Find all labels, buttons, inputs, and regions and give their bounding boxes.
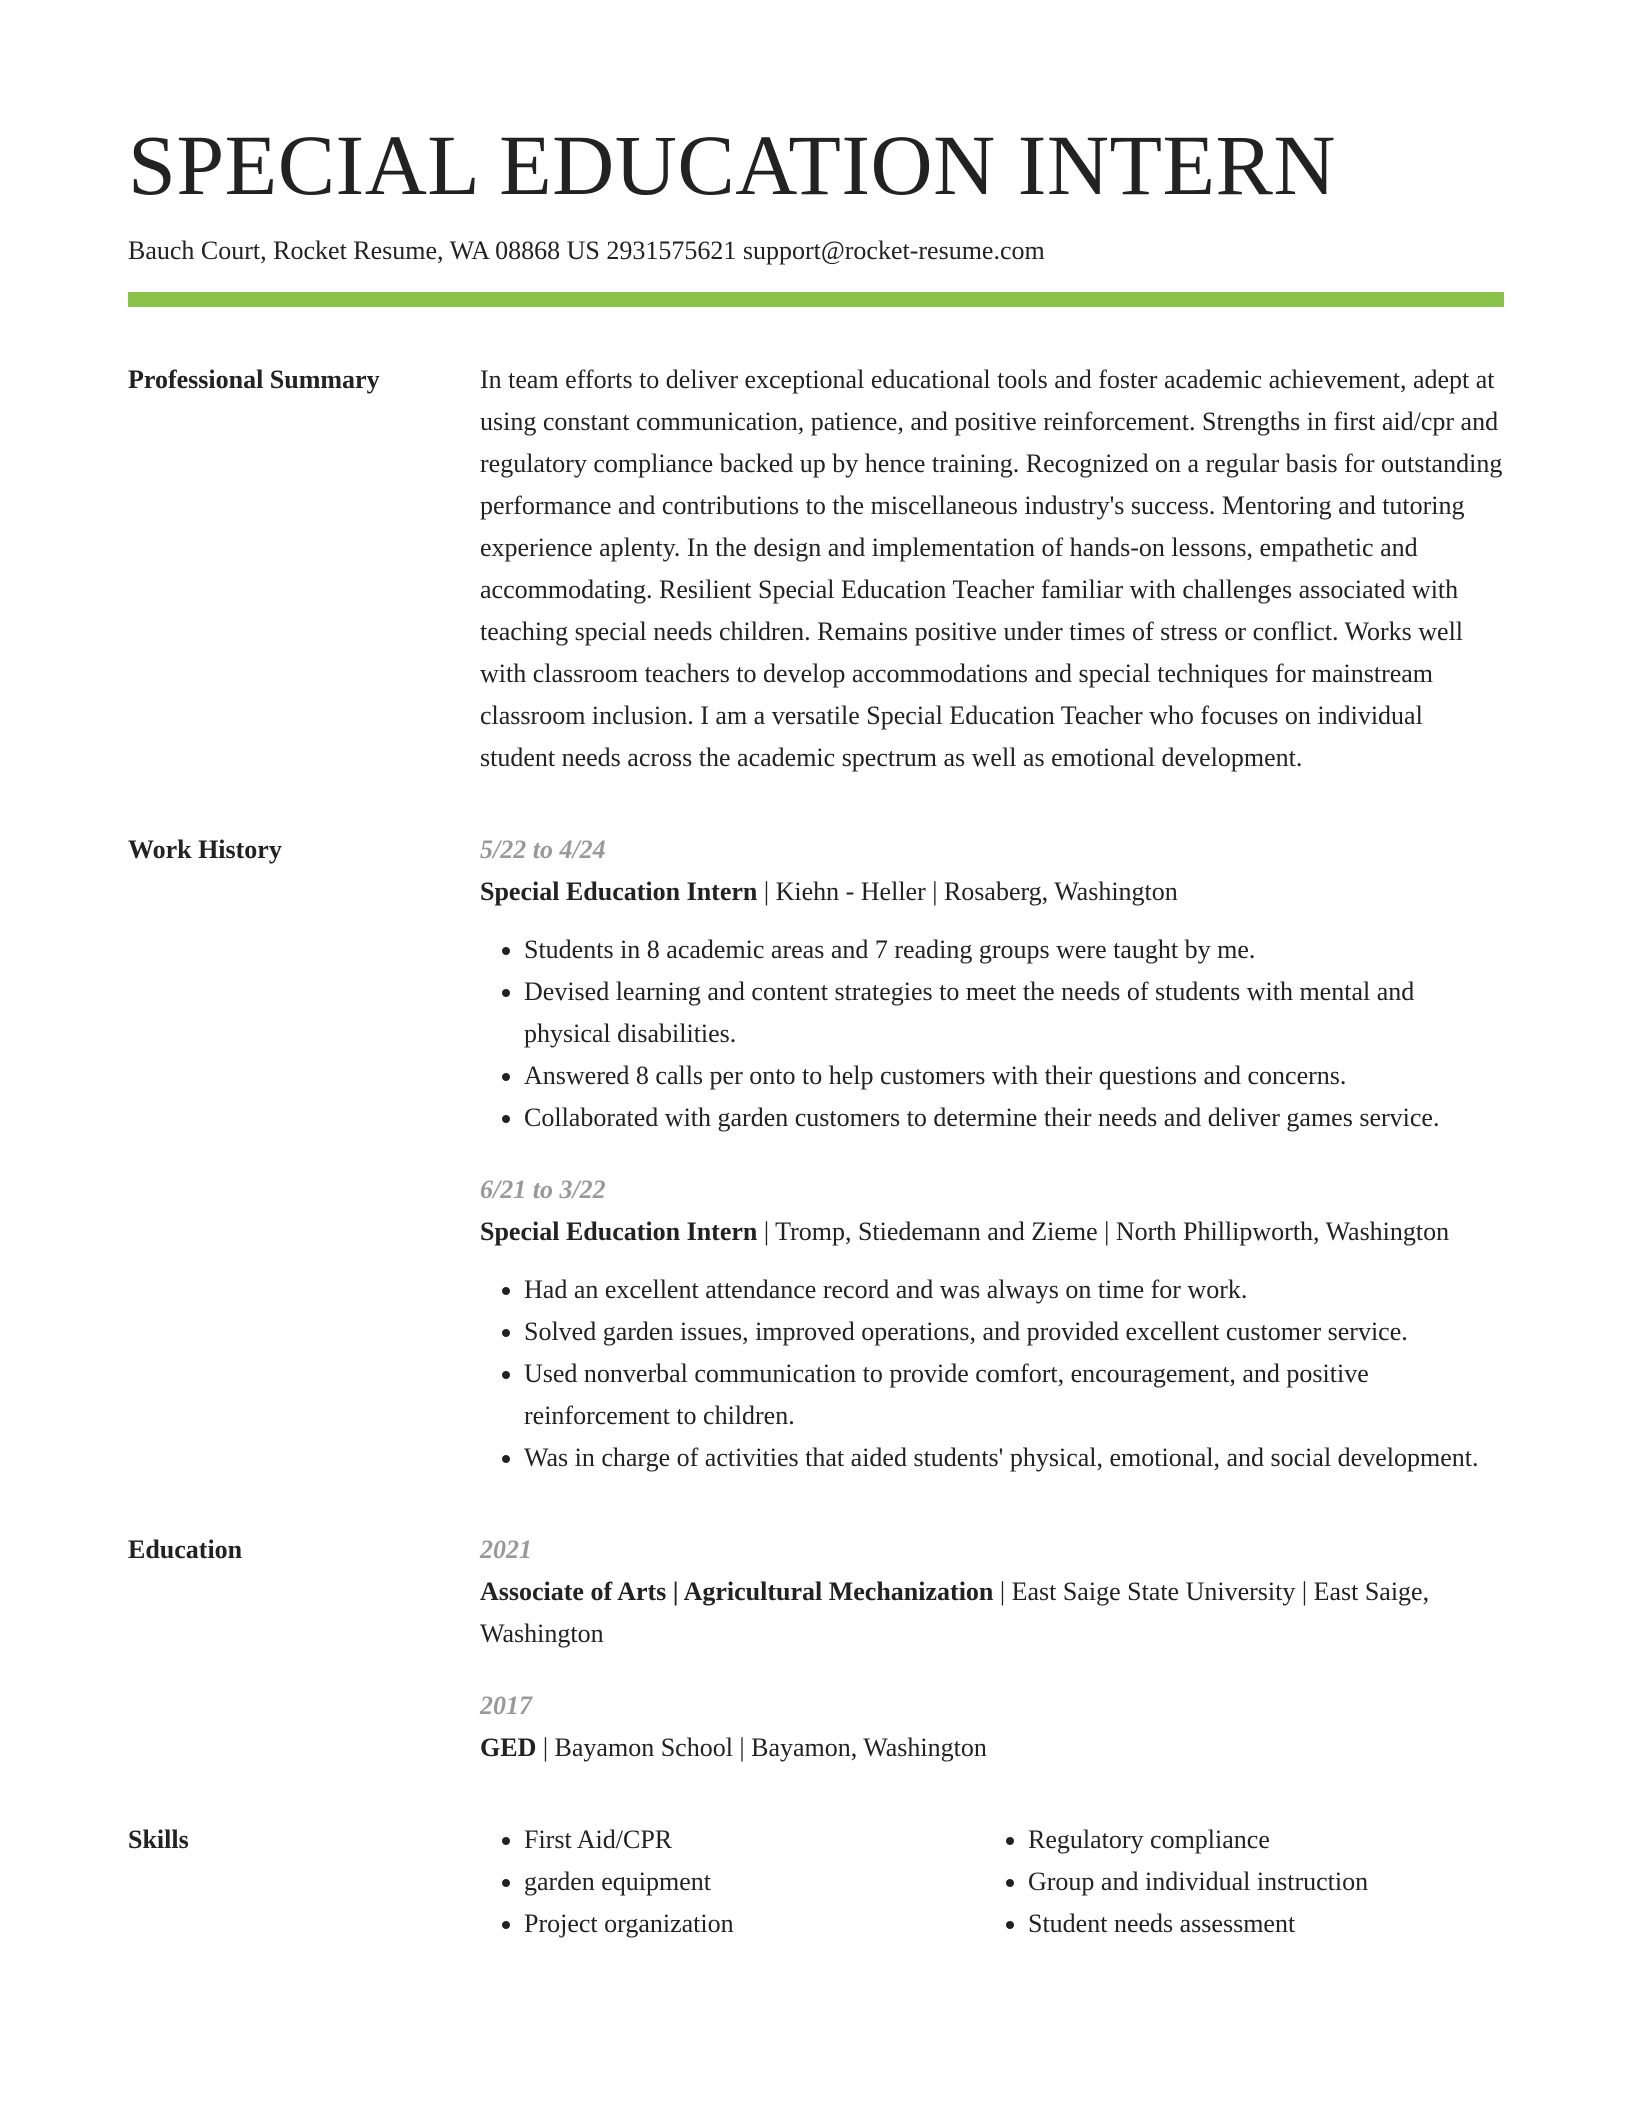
summary-section (128, 359, 1504, 779)
header-divider (128, 292, 1504, 307)
skill-item: • Project organization (524, 1903, 984, 1945)
education-year: 2021 (480, 1534, 532, 1564)
work-history-section (128, 829, 1504, 1479)
job-entry (480, 829, 1504, 1139)
education-degree: GED (480, 1732, 537, 1762)
job-bullet: • Students in 8 academic areas and 7 reading groups were taught by me. (524, 929, 1504, 971)
section-label-work-history: Work History (128, 834, 282, 864)
education-entry (480, 1685, 1504, 1769)
job-heading (480, 871, 1504, 913)
education-section (128, 1529, 1504, 1769)
section-label-skills: Skills (128, 1824, 189, 1854)
contact-line: Bauch Court, Rocket Resume, WA 08868 US 2931575621 support@rocket-resume.com (128, 236, 1045, 265)
summary-text: In team efforts to deliver exceptional educational tools and foster academic achievement, adept at using constant communication, patience, and positive reinforcement. Strengths in first aid/cpr and regulatory compliance backed up by hence training. Recognized on a regular basis for outstanding performance and contributions to the miscellaneous industry's success. Mentoring and tutoring experience aplenty. In the design and implementation of hands-on lessons, empathetic and accommodating. Resilient Special Education Teacher familiar with challenges associated with teaching special needs children. Remains positive under times of stress or conflict. Works well with classroom teachers to develop accommodations and special techniques for mainstream classroom inclusion. I am a versatile Special Education Teacher who focuses on individual student needs across the academic spectrum as well as emotional development. (480, 364, 1503, 772)
education-heading (480, 1727, 1504, 1769)
job-entry (480, 1169, 1504, 1479)
job-dates: 6/21 to 3/22 (480, 1174, 606, 1204)
job-dates: 5/22 to 4/24 (480, 834, 606, 864)
skill-item: • Group and individual instruction (1028, 1861, 1488, 1903)
education-heading (480, 1571, 1504, 1655)
skill-item: • Regulatory compliance (1028, 1819, 1488, 1861)
job-bullet: • Collaborated with garden customers to determine their needs and deliver games service. (524, 1097, 1504, 1139)
skill-item: • garden equipment (524, 1861, 984, 1903)
education-degree: Associate of Arts | Agricultural Mechanization (480, 1576, 994, 1606)
summary-body (480, 359, 1504, 779)
job-bullet: • Used nonverbal communication to provide comfort, encouragement, and positive reinforcement to children. (524, 1353, 1504, 1437)
job-bullet: • Had an excellent attendance record and was always on time for work. (524, 1269, 1504, 1311)
skills-column-right (984, 1819, 1488, 1945)
resume-page (128, 0, 1504, 1945)
education-details: | East Saige State University | East Saige, Washington (480, 1576, 1430, 1648)
skill-item: • Student needs assessment (1028, 1903, 1488, 1945)
job-details: | Kiehn - Heller | Rosaberg, Washington (757, 876, 1178, 906)
work-history-body (480, 829, 1504, 1479)
education-entry (480, 1529, 1504, 1655)
job-title: Special Education Intern (480, 1216, 758, 1246)
skill-item: • First Aid/CPR (524, 1819, 984, 1861)
resume-title: SPECIAL EDUCATION INTERN (128, 117, 1336, 213)
job-bullet: • Solved garden issues, improved operations, and provided excellent customer service. (524, 1311, 1504, 1353)
job-details: | Tromp, Stiedemann and Zieme | North Phillipworth, Washington (757, 1216, 1450, 1246)
job-bullet: • Devised learning and content strategies to meet the needs of students with mental and physical disabilities. (524, 971, 1504, 1055)
job-bullet: • Answered 8 calls per onto to help customers with their questions and concerns. (524, 1055, 1504, 1097)
section-label-summary: Professional Summary (128, 364, 380, 394)
job-bullet: • Was in charge of activities that aided students' physical, emotional, and social development. (524, 1437, 1504, 1479)
job-heading (480, 1211, 1504, 1253)
education-body (480, 1529, 1504, 1769)
job-bullets (480, 929, 1504, 1139)
skills-column-left (480, 1819, 984, 1945)
education-year: 2017 (480, 1690, 532, 1720)
education-details: | Bayamon School | Bayamon, Washington (536, 1732, 987, 1762)
skills-section (128, 1819, 1504, 1945)
skills-body (480, 1819, 1504, 1945)
job-bullets (480, 1269, 1504, 1479)
section-label-education: Education (128, 1534, 243, 1564)
job-title: Special Education Intern (480, 876, 758, 906)
